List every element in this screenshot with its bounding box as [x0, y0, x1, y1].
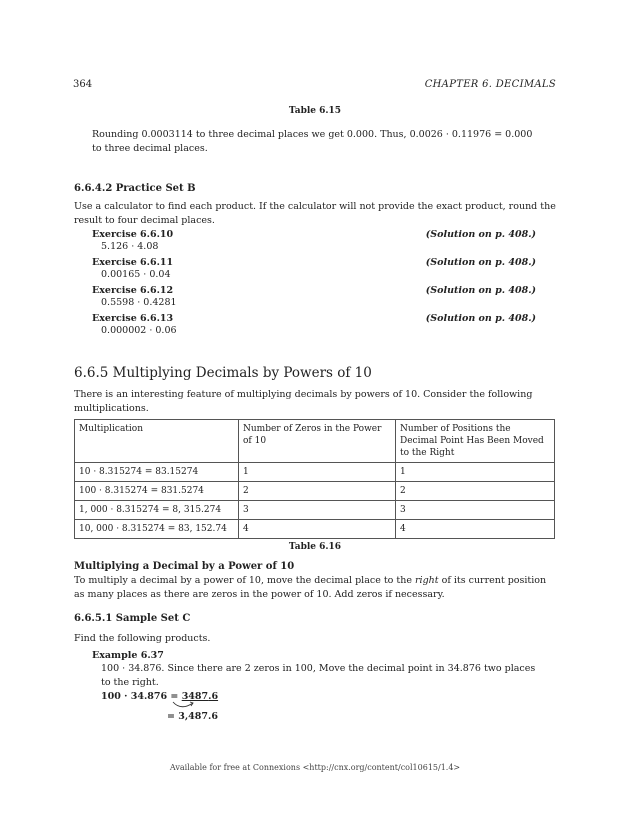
page-footer: Available for free at Connexions <http://cnx.org/content/col10615/1.4> — [169, 763, 461, 772]
rule-text: of its current position as many places as there are zeros in the power of 10. Add zeros if necessary. — [74, 575, 547, 600]
exercise-expression: 0.000002 · 0.06 — [101, 325, 177, 336]
solution-link[interactable]: (Solution on p. 408.) — [425, 285, 536, 296]
work-rhs-decimal: .6 — [208, 691, 219, 702]
exercise-expression: 0.5598 · 0.4281 — [101, 297, 177, 308]
section-6-6-5-heading: 6.6.5 Multiplying Decimals by Powers of 10 — [74, 365, 372, 381]
column-header: Number of Zeros in the Power of 10 — [239, 420, 396, 463]
sample-set-c-intro: Find the following products. — [74, 633, 211, 644]
page-number: 364 — [73, 79, 93, 90]
exercise-expression: 5.126 · 4.08 — [101, 241, 159, 252]
rule-paragraph — [74, 574, 556, 602]
decimal-move-arrow-icon — [169, 699, 199, 711]
exercise-title: Exercise 6.6.11 — [92, 257, 174, 268]
table-cell: 4 — [239, 520, 396, 539]
table-cell: 2 — [396, 482, 555, 501]
powers-of-ten-table — [74, 419, 555, 539]
table-cell: 100 · 8.315274 = 831.5274 — [75, 482, 239, 501]
column-header: Number of Positions the Decimal Point Has Been Moved to the Right — [396, 420, 555, 463]
work-rhs-digits: 3487 — [181, 691, 209, 702]
example-text: 100 · 34.876. Since there are 2 zeros in 100, Move the decimal point in 34.876 two places to the right. — [101, 663, 536, 688]
solution-link[interactable]: (Solution on p. 408.) — [425, 257, 536, 268]
sample-set-c-heading: 6.6.5.1 Sample Set C — [74, 613, 191, 624]
work-line-1 — [101, 691, 218, 702]
chapter-header: CHAPTER 6. DECIMALS — [424, 79, 556, 90]
practice-set-b-heading: 6.6.4.2 Practice Set B — [74, 183, 196, 194]
table-cell: 10 · 8.315274 = 83.15274 — [75, 463, 239, 482]
table-cell: 1 — [239, 463, 396, 482]
exercise-expression: 0.00165 · 0.04 — [101, 269, 171, 280]
work-lhs: 100 · 34.876 = — [101, 691, 182, 702]
exercise-title: Exercise 6.6.13 — [92, 313, 174, 324]
solution-link[interactable]: (Solution on p. 408.) — [425, 229, 536, 240]
practice-set-b-intro: Use a calculator to find each product. If the calculator will not provide the exact product, round the result to four decimal places. — [74, 201, 556, 226]
example-title: Example 6.37 — [92, 650, 164, 661]
table-cell: 3 — [396, 501, 555, 520]
table-row — [75, 520, 555, 539]
table-6-16-caption: Table 6.16 — [288, 542, 342, 552]
table-header-row — [75, 420, 555, 463]
table-row — [75, 482, 555, 501]
table-cell: 10, 000 · 8.315274 = 83, 152.74 — [75, 520, 239, 539]
table-cell: 3 — [239, 501, 396, 520]
table-cell: 1 — [396, 463, 555, 482]
table-cell: 4 — [396, 520, 555, 539]
work-line-2: = 3,487.6 — [167, 711, 218, 722]
rule-text: To multiply a decimal by a power of 10, move the decimal place to the — [74, 575, 415, 586]
exercise-title: Exercise 6.6.12 — [92, 285, 174, 296]
column-header: Multiplication — [75, 420, 239, 463]
rounding-paragraph: Rounding 0.0003114 to three decimal places we get 0.000. Thus, 0.0026 · 0.11976 = 0.000 to three decimal places. — [92, 129, 533, 154]
rule-heading: Multiplying a Decimal by a Power of 10 — [74, 561, 295, 572]
solution-link[interactable]: (Solution on p. 408.) — [425, 313, 536, 324]
rule-emphasis: right — [414, 575, 439, 586]
table-cell: 1, 000 · 8.315274 = 8, 315.274 — [75, 501, 239, 520]
table-row — [75, 463, 555, 482]
section-6-6-5-intro: There is an interesting feature of multiplying decimals by powers of 10. Consider the following multiplications. — [74, 389, 533, 414]
table-row — [75, 501, 555, 520]
table-6-15-caption: Table 6.15 — [288, 106, 342, 116]
exercise-title: Exercise 6.6.10 — [92, 229, 174, 240]
table-cell: 2 — [239, 482, 396, 501]
